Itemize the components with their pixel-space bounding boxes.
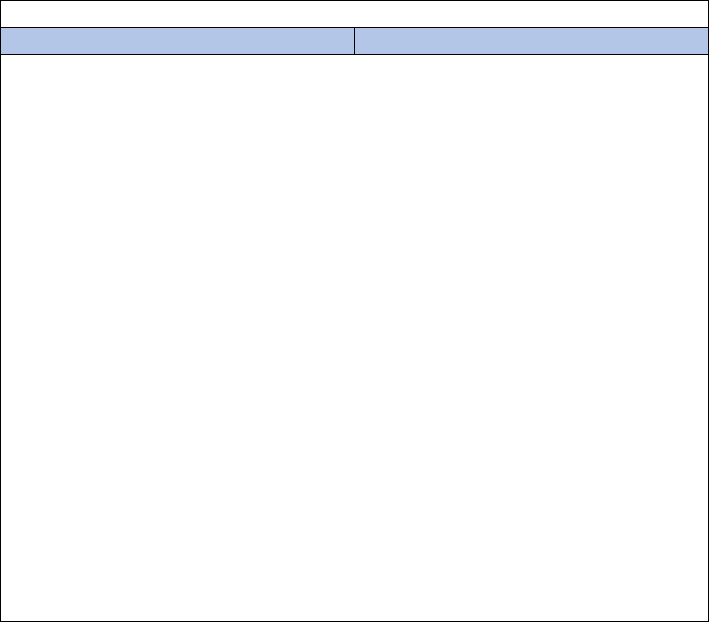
checklist-title [1,1,708,28]
column-header-row [1,28,708,55]
right-column-header [355,28,708,54]
left-column-header [1,28,355,54]
